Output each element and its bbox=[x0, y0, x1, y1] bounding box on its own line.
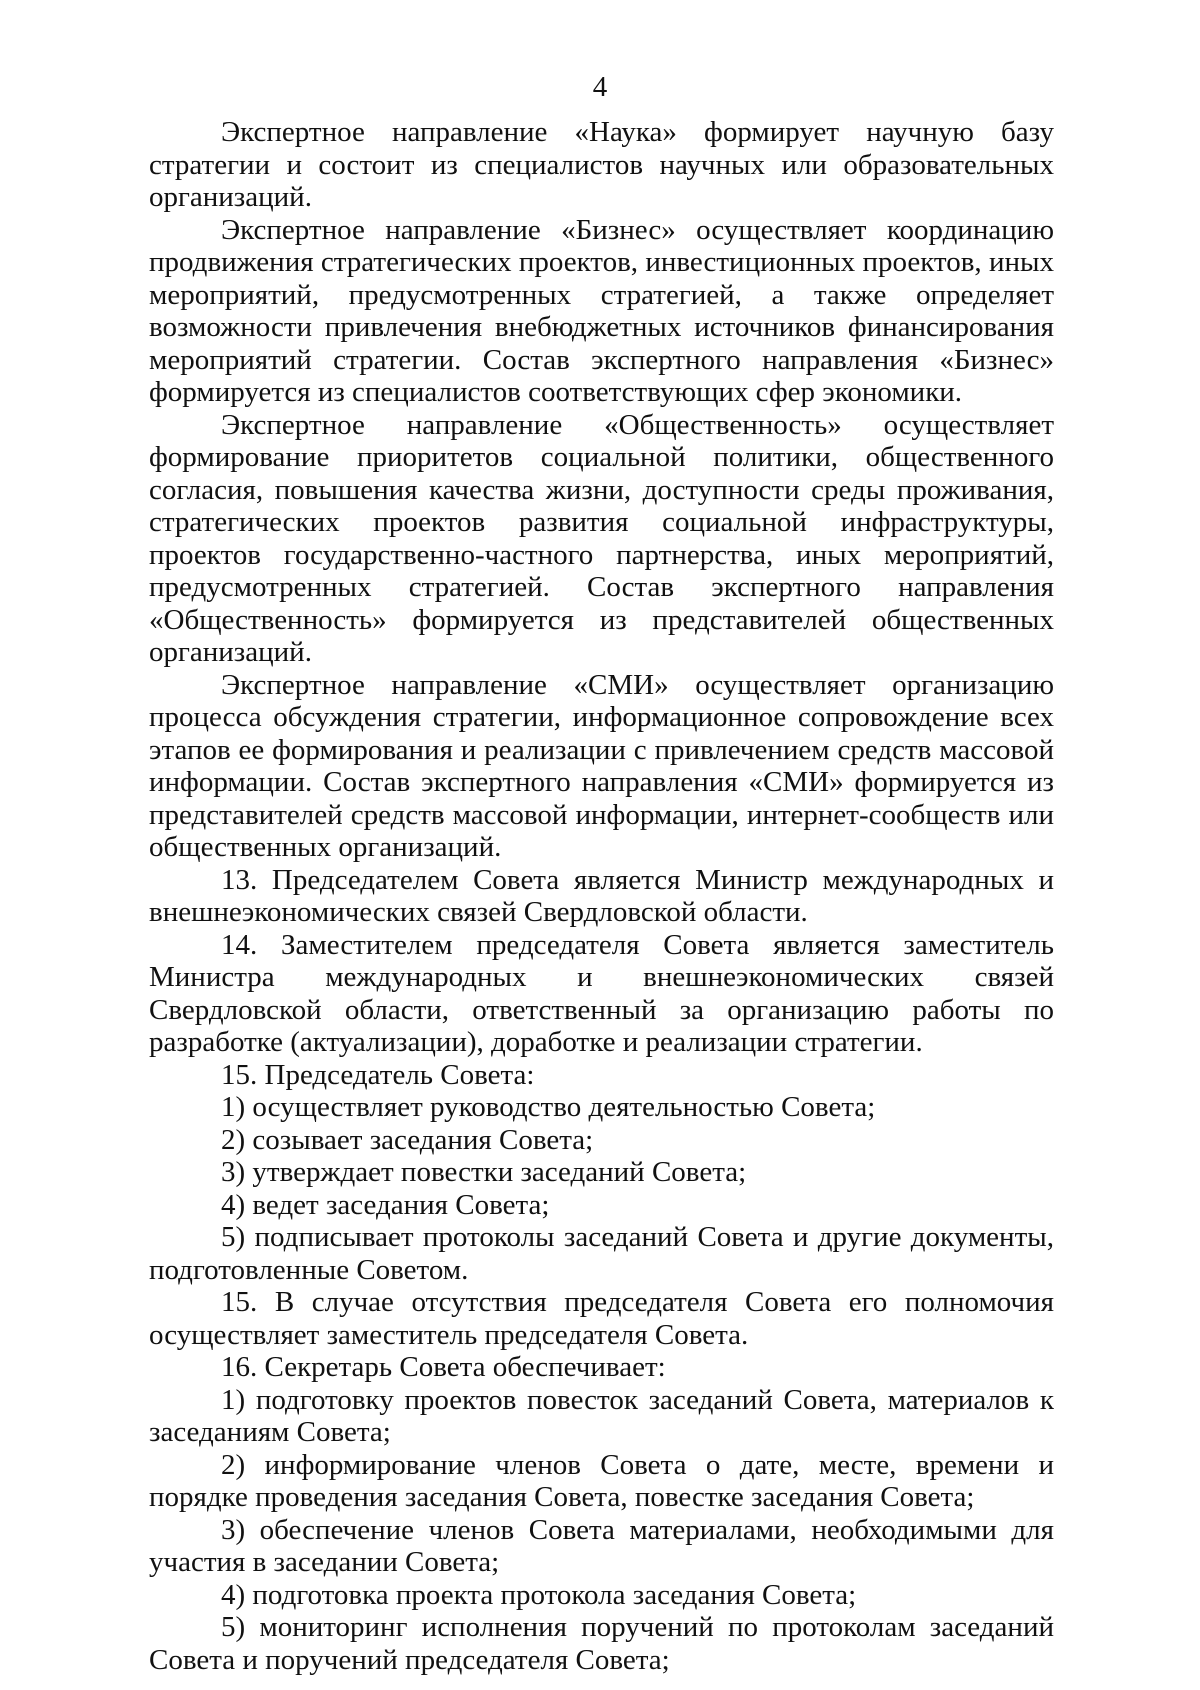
list-item-16-1: 1) подготовку проектов повесток заседаний Совета, материалов к заседаниям Совета; bbox=[149, 1383, 1054, 1448]
paragraph-15-absence: 15. В случае отсутствия председателя Совета его полномочия осуществляет заместитель председателя Совета. bbox=[149, 1286, 1054, 1351]
document-body bbox=[149, 116, 1054, 1676]
paragraph-13-chairman: 13. Председателем Совета является Министр международных и внешнеэкономических связей Свердловской области. bbox=[149, 863, 1054, 928]
list-item-15-1: 1) осуществляет руководство деятельностью Совета; bbox=[221, 1091, 876, 1123]
list-item-15-2: 2) созывает заседания Совета; bbox=[221, 1123, 594, 1156]
list-item-16-3: 3) обеспечение членов Совета материалами, необходимыми для участия в заседании Совета; bbox=[149, 1513, 1054, 1578]
list-item-16-5: 5) мониторинг исполнения поручений по протоколам заседаний Совета и поручений председателя Совета; bbox=[149, 1611, 1054, 1676]
paragraph-expert-science: Экспертное направление «Наука» формирует научную базу стратегии и состоит из специалистов научных или образовательных организаций. bbox=[149, 116, 1054, 213]
paragraph-expert-public: Экспертное направление «Общественность» осуществляет формирование приоритетов социальной политики, общественного согласия, повышения качества жизни, доступности среды проживания, стратегических проектов развития социальной инфраструктуры, проектов государственно-частного партнерства, иных мероприятий, предусмотренных стратегией. Состав экспертного направления «Общественность» формируется из представителей общественных организаций. bbox=[149, 408, 1054, 668]
paragraph-14-deputy: 14. Заместителем председателя Совета является заместитель Министра международных и внешнеэкономических связей Свердловской области, ответственный за организацию работы по разработке (актуализации), доработке и реализации стратегии. bbox=[149, 928, 1054, 1058]
list-item-15-4: 4) ведет заседания Совета; bbox=[221, 1188, 550, 1221]
list-item-16-2: 2) информирование членов Совета о дате, месте, времени и порядке проведения заседания Совета, повестке заседания Совета; bbox=[149, 1448, 1054, 1513]
paragraph-16-secretary: 16. Секретарь Совета обеспечивает: bbox=[221, 1351, 666, 1383]
paragraph-15-chairman-duties: 15. Председатель Совета: bbox=[221, 1058, 535, 1091]
list-item-16-4: 4) подготовка проекта протокола заседания Совета; bbox=[221, 1578, 857, 1611]
list-item-15-3: 3) утверждает повестки заседаний Совета; bbox=[221, 1156, 747, 1188]
paragraph-expert-media: Экспертное направление «СМИ» осуществляет организацию процесса обсуждения стратегии, информационное сопровождение всех этапов ее формирования и реализации с привлечением средств массовой информации. Состав экспертного направления «СМИ» формируется из представителей средств массовой информации, интернет-сообществ или общественных организаций. bbox=[149, 668, 1054, 863]
paragraph-expert-business: Экспертное направление «Бизнес» осуществляет координацию продвижения стратегических проектов, инвестиционных проектов, иных мероприятий, предусмотренных стратегией, а также определяет возможности привлечения внебюджетных источников финансирования мероприятий стратегии. Состав экспертного направления «Бизнес» формируется из специалистов соответствующих сфер экономики. bbox=[149, 213, 1054, 408]
list-item-15-5: 5) подписывает протоколы заседаний Совета и другие документы, подготовленные Советом. bbox=[149, 1221, 1054, 1286]
page-number: 4 bbox=[592, 71, 608, 103]
